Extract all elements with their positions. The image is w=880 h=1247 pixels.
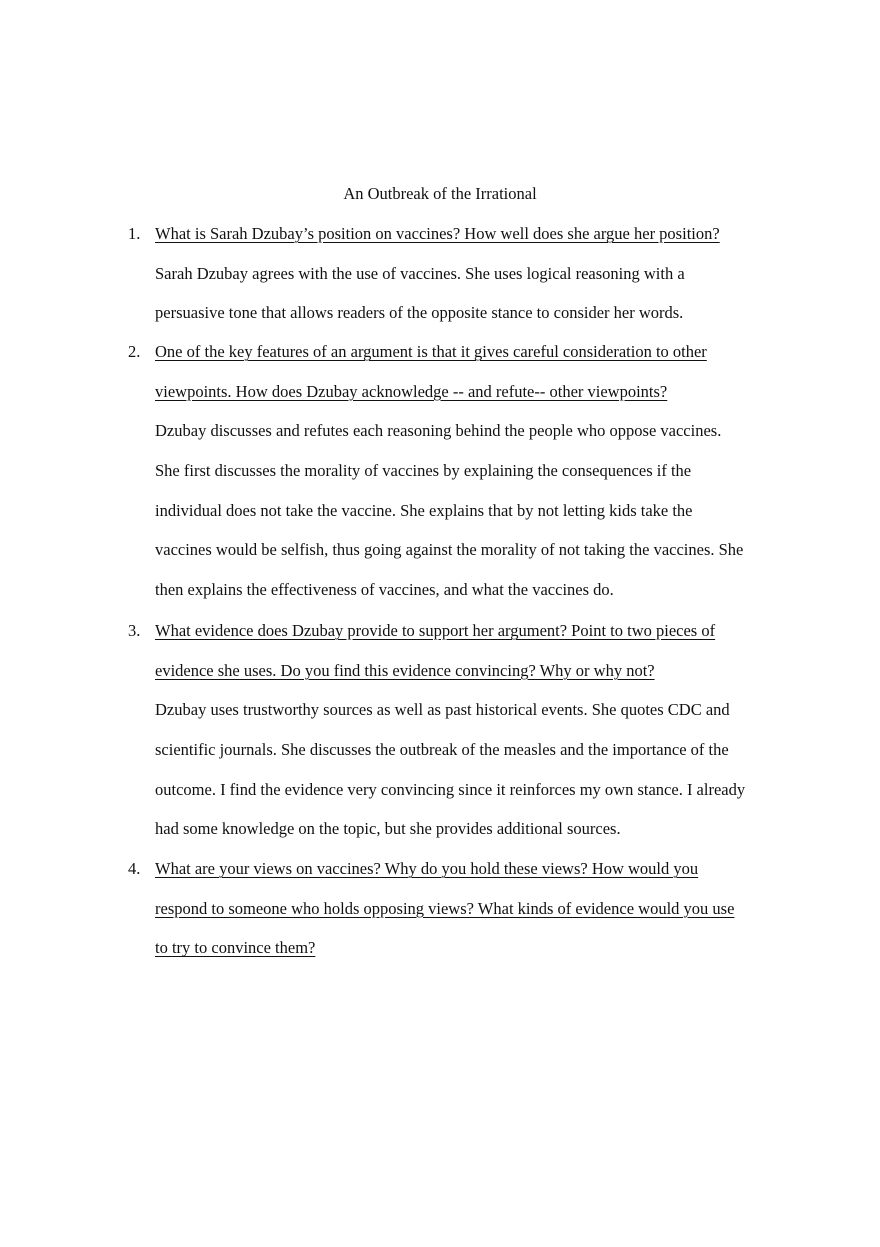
answer-line: Dzubay discusses and refutes each reasoning behind the people who oppose vaccines. xyxy=(155,421,722,441)
question-line xyxy=(155,659,785,699)
document-title: An Outbreak of the Irrational xyxy=(343,184,537,203)
answer-line: outcome. I find the evidence very convincing since it reinforces my own stance. I already xyxy=(155,779,746,799)
question-line xyxy=(155,619,785,659)
answer-line: She first discusses the morality of vaccines by explaining the consequences if the xyxy=(155,461,692,481)
question-text: One of the key features of an argument is that it gives careful consideration to other xyxy=(155,342,707,361)
item-content xyxy=(155,619,785,857)
item-content xyxy=(155,340,785,618)
answer-line: persuasive tone that allows readers of the opposite stance to consider her words. xyxy=(155,303,684,323)
item-number: 4. xyxy=(128,859,141,878)
question-text: viewpoints. How does Dzubay acknowledge -- and refute-- other viewpoints? xyxy=(155,381,668,401)
question-line xyxy=(155,380,785,420)
item-content xyxy=(155,857,785,976)
question-text: evidence she uses. Do you find this evidence convincing? Why or why not? xyxy=(155,660,655,680)
answer-line: Dzubay uses trustworthy sources as well as past historical events. She quotes CDC and xyxy=(155,700,730,720)
question-line xyxy=(155,936,785,976)
question-line xyxy=(155,857,785,897)
answer-line: then explains the effectiveness of vaccines, and what the vaccines do. xyxy=(155,580,614,600)
question-text: What evidence does Dzubay provide to support her argument? Point to two pieces of xyxy=(155,621,716,640)
question-text: respond to someone who holds opposing views? What kinds of evidence would you use xyxy=(155,898,735,918)
question-line xyxy=(155,222,785,262)
question-line xyxy=(155,340,785,380)
answer-line: had some knowledge on the topic, but she provides additional sources. xyxy=(155,819,621,839)
item-number: 3. xyxy=(128,621,141,640)
answer-line: individual does not take the vaccine. She explains that by not letting kids take the xyxy=(155,500,693,520)
item-number: 1. xyxy=(128,224,141,243)
answer-line: vaccines would be selfish, thus going against the morality of not taking the vaccines. She xyxy=(155,540,744,560)
question-text: What are your views on vaccines? Why do you hold these views? How would you xyxy=(155,859,699,878)
answer-line: scientific journals. She discusses the outbreak of the measles and the importance of the xyxy=(155,740,729,760)
answer-line: Sarah Dzubay agrees with the use of vaccines. She uses logical reasoning with a xyxy=(155,263,685,283)
question-text: What is Sarah Dzubay’s position on vaccines? How well does she argue her position? xyxy=(155,224,720,243)
question-line xyxy=(155,897,785,937)
item-content xyxy=(155,222,785,341)
item-number: 2. xyxy=(128,342,141,361)
question-text: to try to convince them? xyxy=(155,938,316,958)
